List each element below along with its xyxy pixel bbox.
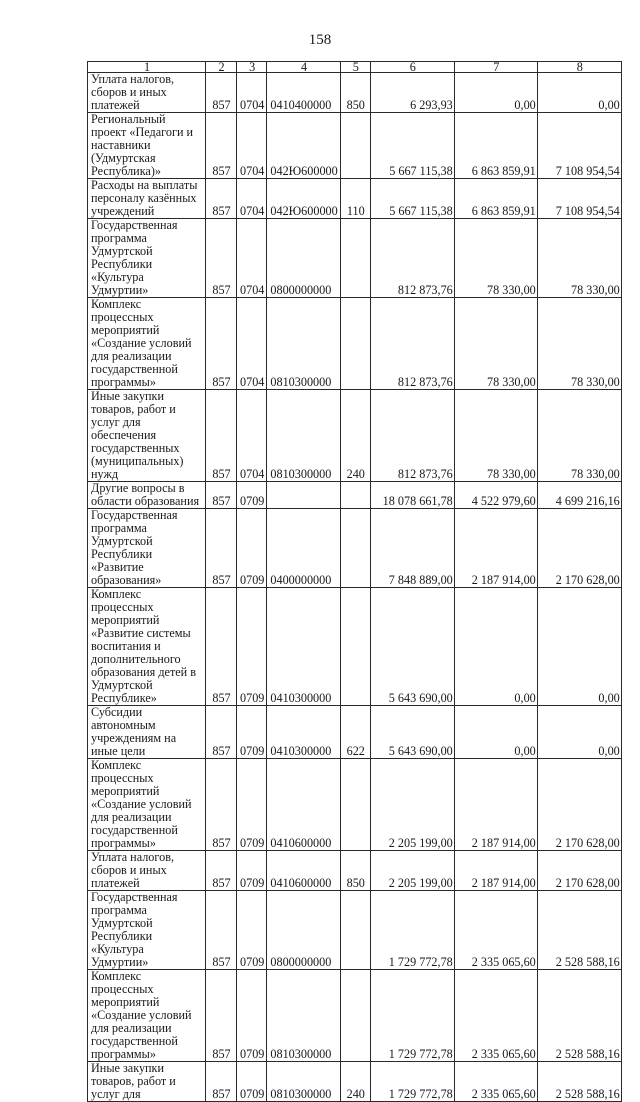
target-article-code: 0800000000	[267, 219, 340, 298]
amount-col-8: 0,00	[537, 73, 621, 113]
section-code: 0704	[237, 73, 267, 113]
amount-col-6: 5 667 115,38	[370, 113, 454, 179]
amount-col-7: 78 330,00	[454, 219, 537, 298]
table-row	[88, 851, 622, 891]
table-row	[88, 1062, 622, 1102]
amount-col-7: 0,00	[454, 706, 537, 759]
expense-type-code	[340, 298, 370, 390]
amount-col-6: 2 205 199,00	[370, 759, 454, 851]
expense-type-code: 240	[340, 1062, 370, 1102]
ministry-code: 857	[206, 891, 237, 970]
table-row	[88, 970, 622, 1062]
amount-col-7: 6 863 859,91	[454, 113, 537, 179]
table-row	[88, 759, 622, 851]
header-col-2: 2	[206, 62, 237, 73]
amount-col-6: 812 873,76	[370, 298, 454, 390]
amount-col-8: 2 170 628,00	[537, 509, 621, 588]
item-name: Уплата налогов, сборов и иных платежей	[88, 73, 206, 113]
expense-type-code: 240	[340, 390, 370, 482]
amount-col-7: 2 187 914,00	[454, 509, 537, 588]
expense-type-code	[340, 113, 370, 179]
section-code: 0709	[237, 509, 267, 588]
section-code: 0704	[237, 179, 267, 219]
section-code: 0709	[237, 1062, 267, 1102]
table-row	[88, 298, 622, 390]
ministry-code: 857	[206, 113, 237, 179]
column-number-header-row	[88, 62, 622, 73]
ministry-code: 857	[206, 73, 237, 113]
ministry-code: 857	[206, 219, 237, 298]
amount-col-6: 812 873,76	[370, 219, 454, 298]
target-article-code: 042Ю600000	[267, 113, 340, 179]
amount-col-6: 6 293,93	[370, 73, 454, 113]
amount-col-8: 2 170 628,00	[537, 759, 621, 851]
expense-type-code: 850	[340, 851, 370, 891]
item-name: Комплекс процессных мероприятий «Создание условий для реализации государственной программы»	[88, 759, 206, 851]
table-row	[88, 588, 622, 706]
budget-table	[87, 61, 622, 1102]
item-name: Региональный проект «Педагоги и наставники (Удмуртская Республика)»	[88, 113, 206, 179]
item-name: Комплекс процессных мероприятий «Создание условий для реализации государственной программы»	[88, 298, 206, 390]
item-name: Государственная программа Удмуртской Республики «Культура Удмуртии»	[88, 891, 206, 970]
section-code: 0709	[237, 759, 267, 851]
table-row	[88, 113, 622, 179]
amount-col-7: 6 863 859,91	[454, 179, 537, 219]
target-article-code: 0410600000	[267, 851, 340, 891]
table-row	[88, 891, 622, 970]
table-row	[88, 482, 622, 509]
item-name: Субсидии автономным учреждениям на иные цели	[88, 706, 206, 759]
amount-col-8: 2 528 588,16	[537, 970, 621, 1062]
ministry-code: 857	[206, 509, 237, 588]
target-article-code: 0800000000	[267, 891, 340, 970]
section-code: 0704	[237, 298, 267, 390]
amount-col-8: 2 170 628,00	[537, 851, 621, 891]
page-number: 158	[308, 32, 332, 48]
amount-col-7: 2 187 914,00	[454, 851, 537, 891]
amount-col-8: 2 528 588,16	[537, 891, 621, 970]
amount-col-6: 7 848 889,00	[370, 509, 454, 588]
expense-type-code	[340, 759, 370, 851]
expense-type-code	[340, 509, 370, 588]
header-col-4: 4	[267, 62, 340, 73]
section-code: 0704	[237, 219, 267, 298]
target-article-code: 0410600000	[267, 759, 340, 851]
expense-type-code	[340, 970, 370, 1062]
table-row	[88, 179, 622, 219]
table-row	[88, 219, 622, 298]
section-code: 0709	[237, 588, 267, 706]
ministry-code: 857	[206, 759, 237, 851]
item-name: Уплата налогов, сборов и иных платежей	[88, 851, 206, 891]
item-name: Иные закупки товаров, работ и услуг для	[88, 1062, 206, 1102]
ministry-code: 857	[206, 298, 237, 390]
item-name: Расходы на выплаты персоналу казённых учреждений	[88, 179, 206, 219]
expense-type-code	[340, 891, 370, 970]
table-row	[88, 73, 622, 113]
ministry-code: 857	[206, 179, 237, 219]
expense-type-code	[340, 219, 370, 298]
amount-col-6: 1 729 772,78	[370, 1062, 454, 1102]
amount-col-6: 18 078 661,78	[370, 482, 454, 509]
ministry-code: 857	[206, 482, 237, 509]
item-name: Государственная программа Удмуртской Республики «Развитие образования»	[88, 509, 206, 588]
amount-col-7: 2 335 065,60	[454, 970, 537, 1062]
amount-col-6: 1 729 772,78	[370, 970, 454, 1062]
header-col-7: 7	[454, 62, 537, 73]
header-col-1: 1	[88, 62, 206, 73]
ministry-code: 857	[206, 851, 237, 891]
amount-col-8: 7 108 954,54	[537, 113, 621, 179]
target-article-code: 0810300000	[267, 970, 340, 1062]
ministry-code: 857	[206, 1062, 237, 1102]
target-article-code: 0810300000	[267, 1062, 340, 1102]
item-name: Комплекс процессных мероприятий «Создание условий для реализации государственной программы»	[88, 970, 206, 1062]
item-name: Другие вопросы в области образования	[88, 482, 206, 509]
target-article-code: 042Ю600000	[267, 179, 340, 219]
header-col-3: 3	[237, 62, 267, 73]
ministry-code: 857	[206, 390, 237, 482]
section-code: 0709	[237, 482, 267, 509]
header-col-8: 8	[537, 62, 621, 73]
item-name: Иные закупки товаров, работ и услуг для обеспечения государственных (муниципальных) нужд	[88, 390, 206, 482]
amount-col-8: 0,00	[537, 706, 621, 759]
section-code: 0704	[237, 113, 267, 179]
table-row	[88, 390, 622, 482]
item-name: Государственная программа Удмуртской Республики «Культура Удмуртии»	[88, 219, 206, 298]
target-article-code: 0410400000	[267, 73, 340, 113]
amount-col-8: 0,00	[537, 588, 621, 706]
amount-col-7: 0,00	[454, 588, 537, 706]
amount-col-7: 78 330,00	[454, 298, 537, 390]
amount-col-6: 2 205 199,00	[370, 851, 454, 891]
amount-col-6: 812 873,76	[370, 390, 454, 482]
ministry-code: 857	[206, 588, 237, 706]
target-article-code: 0810300000	[267, 390, 340, 482]
target-article-code: 0810300000	[267, 298, 340, 390]
expense-type-code: 850	[340, 73, 370, 113]
header-col-6: 6	[370, 62, 454, 73]
amount-col-6: 5 643 690,00	[370, 706, 454, 759]
target-article-code	[267, 482, 340, 509]
amount-col-8: 4 699 216,16	[537, 482, 621, 509]
expense-type-code: 622	[340, 706, 370, 759]
amount-col-6: 1 729 772,78	[370, 891, 454, 970]
section-code: 0709	[237, 970, 267, 1062]
target-article-code: 0410300000	[267, 706, 340, 759]
section-code: 0704	[237, 390, 267, 482]
section-code: 0709	[237, 706, 267, 759]
expense-type-code	[340, 588, 370, 706]
ministry-code: 857	[206, 706, 237, 759]
amount-col-8: 7 108 954,54	[537, 179, 621, 219]
section-code: 0709	[237, 891, 267, 970]
amount-col-7: 2 335 065,60	[454, 1062, 537, 1102]
ministry-code: 857	[206, 970, 237, 1062]
target-article-code: 0410300000	[267, 588, 340, 706]
target-article-code: 0400000000	[267, 509, 340, 588]
amount-col-7: 2 335 065,60	[454, 891, 537, 970]
amount-col-6: 5 643 690,00	[370, 588, 454, 706]
table-row	[88, 509, 622, 588]
item-name: Комплекс процессных мероприятий «Развитие системы воспитания и дополнительного образования детей в Удмуртской Республике»	[88, 588, 206, 706]
amount-col-8: 78 330,00	[537, 219, 621, 298]
amount-col-8: 78 330,00	[537, 298, 621, 390]
header-col-5: 5	[340, 62, 370, 73]
amount-col-7: 4 522 979,60	[454, 482, 537, 509]
amount-col-8: 2 528 588,16	[537, 1062, 621, 1102]
amount-col-7: 0,00	[454, 73, 537, 113]
expense-type-code	[340, 482, 370, 509]
amount-col-7: 78 330,00	[454, 390, 537, 482]
table-row	[88, 706, 622, 759]
section-code: 0709	[237, 851, 267, 891]
expense-type-code: 110	[340, 179, 370, 219]
amount-col-8: 78 330,00	[537, 390, 621, 482]
amount-col-6: 5 667 115,38	[370, 179, 454, 219]
amount-col-7: 2 187 914,00	[454, 759, 537, 851]
